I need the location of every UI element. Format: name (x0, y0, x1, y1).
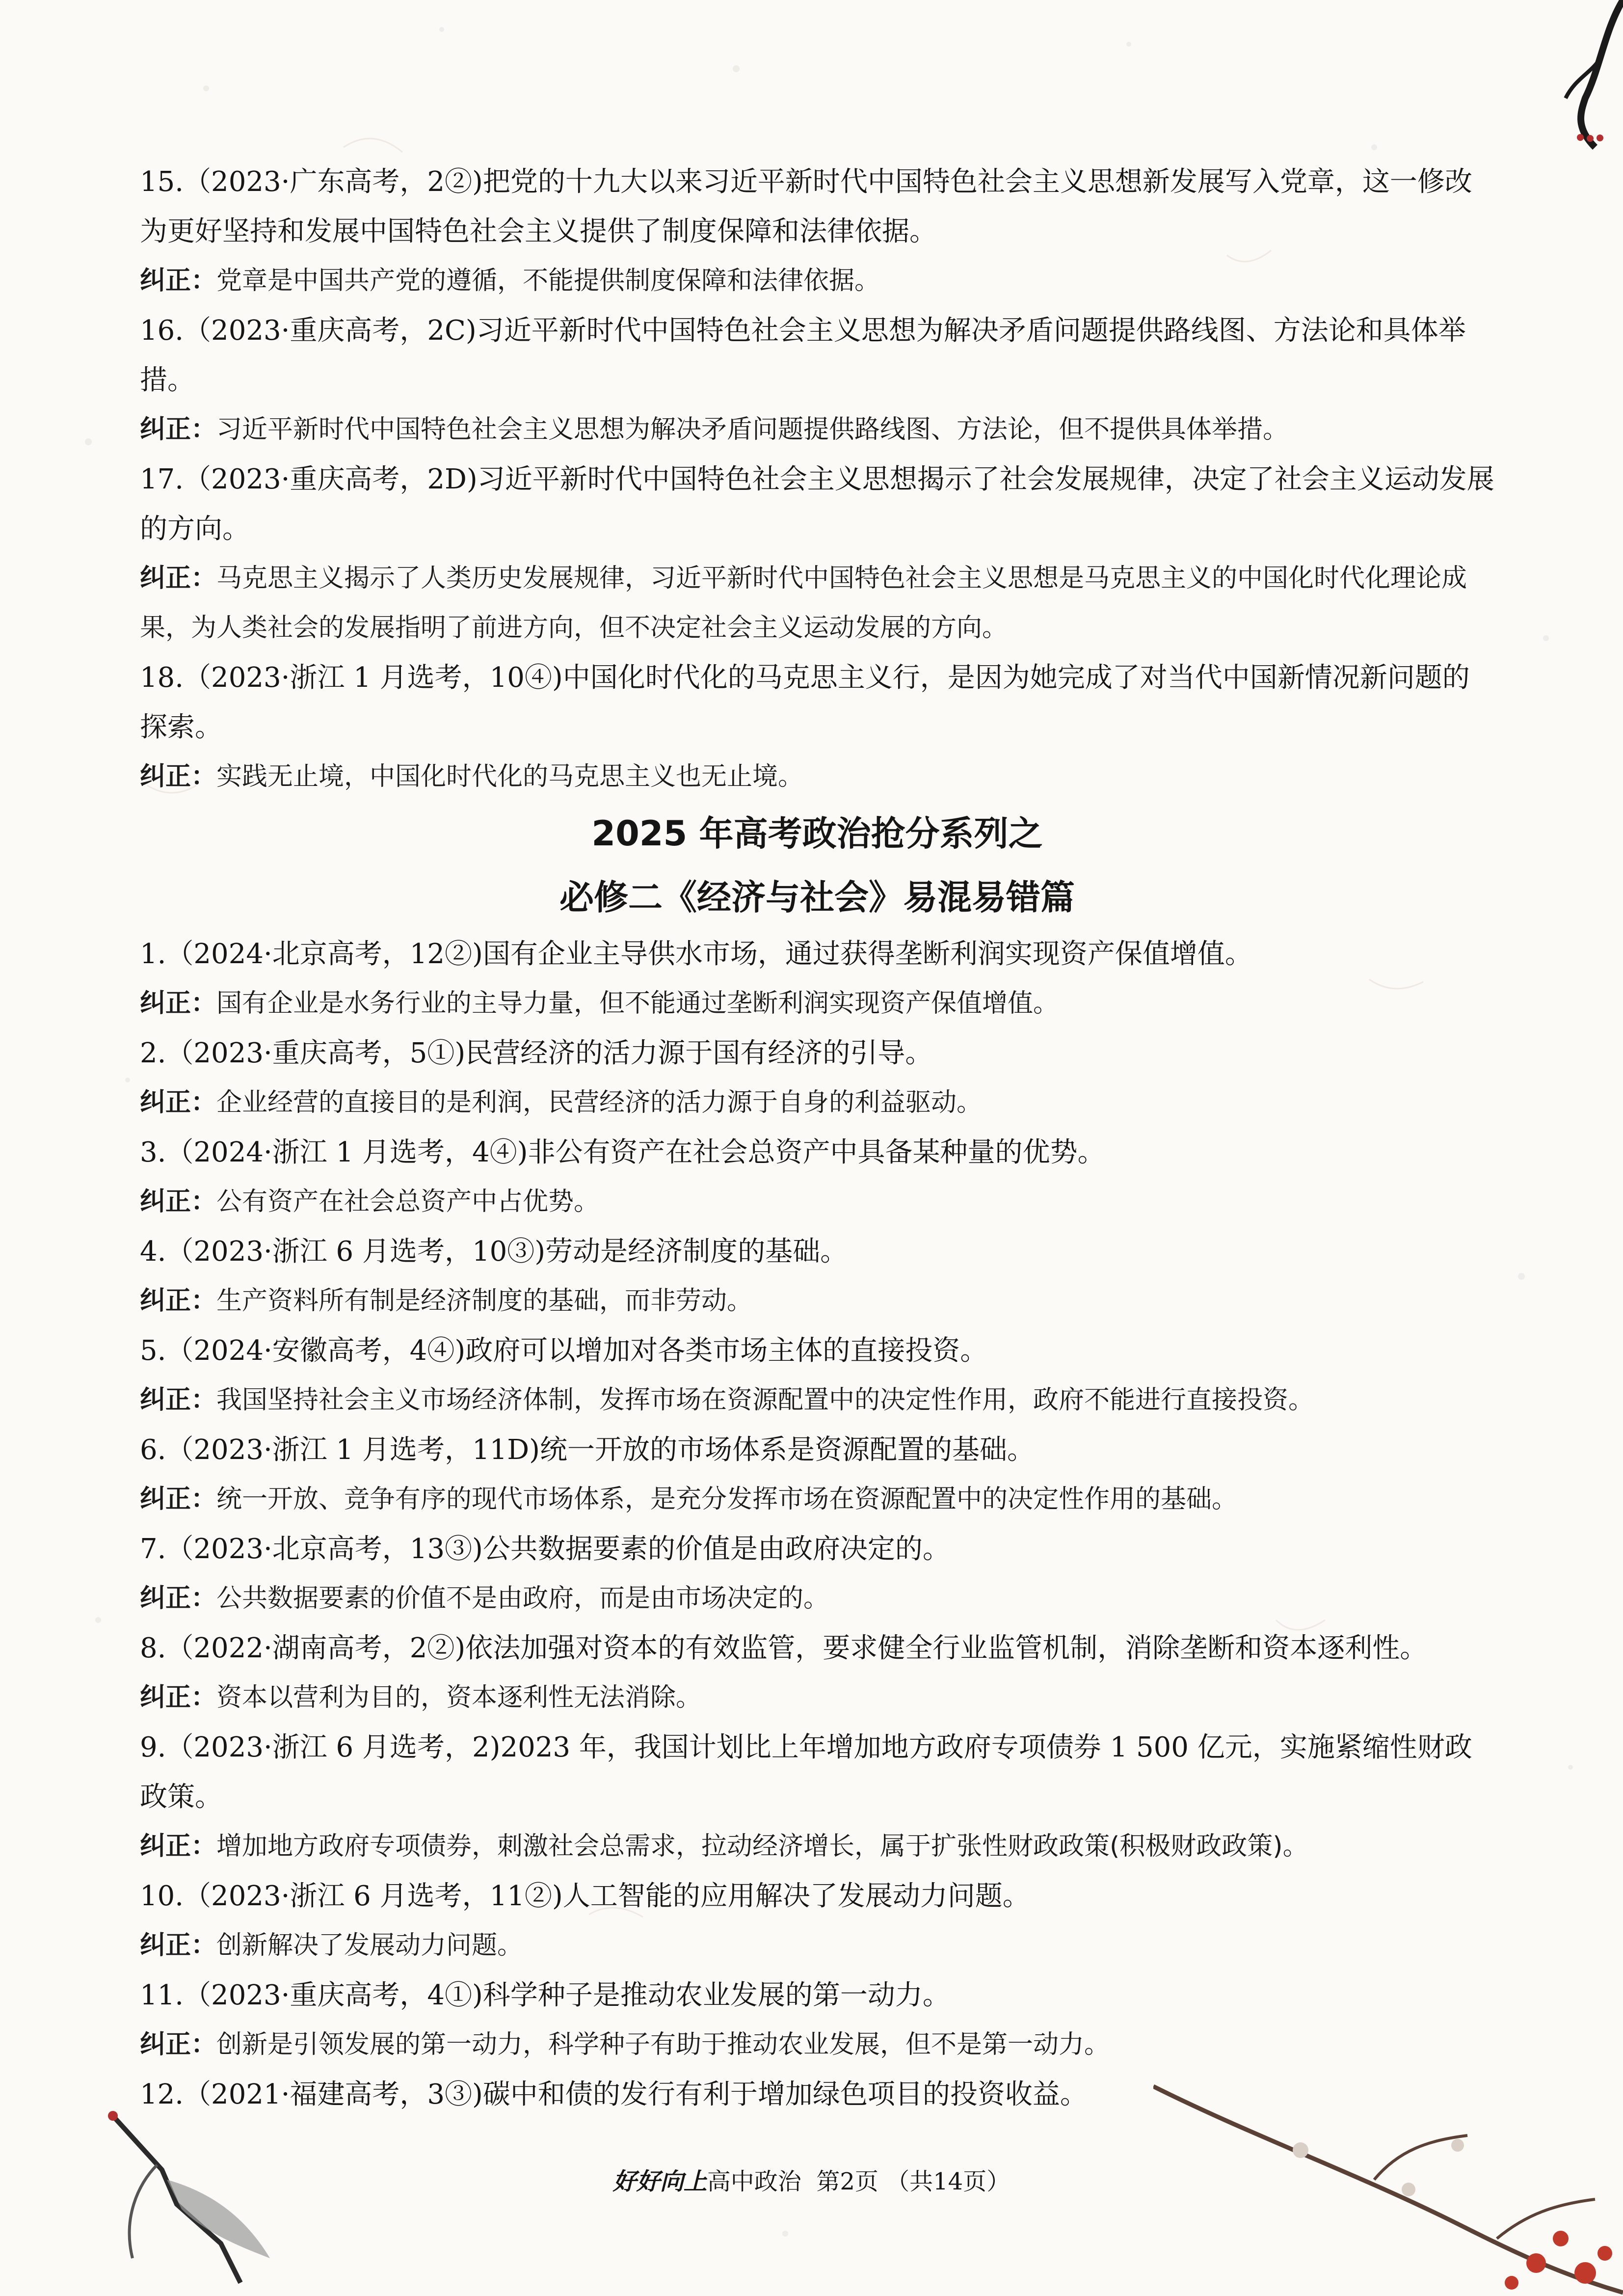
correction-label: 纠正： (140, 1832, 217, 1861)
brand-logo: 好好向上 (612, 2168, 707, 2195)
list-item (140, 1871, 1494, 1971)
correction-body: 统一开放、竞争有序的现代市场体系，是充分发挥市场在资源配置中的决定性作用的基础。 (216, 1485, 1238, 1514)
question-text: 9.（2023·浙江 6 月选考，2)2023 年，我国计划比上年增加地方政府专项债券 1 500 亿元，实施紧缩性财政政策。 (140, 1731, 1472, 1813)
page-total: （共14页） (886, 2168, 1011, 2195)
correction-body: 创新是引领发展的第一动力，科学种子有助于推动农业发展，但不是第一动力。 (216, 2030, 1110, 2059)
correction-label: 纠正： (140, 1385, 217, 1415)
correction-body: 习近平新时代中国特色社会主义思想为解决矛盾问题提供路线图、方法论，但不提供具体举措。 (216, 415, 1289, 444)
question-text: 18.（2023·浙江 1 月选考，10④)中国化时代化的马克思主义行，是因为她完成了对当代中国新情况新问题的探索。 (140, 662, 1470, 743)
question-text: 8.（2022·湖南高考，2②)依法加强对资本的有效监管，要求健全行业监管机制，消除垄断和资本逐利性。 (140, 1632, 1428, 1664)
list-item (140, 1227, 1494, 1326)
correction-label: 纠正： (140, 762, 217, 791)
correction-text (140, 1177, 1494, 1227)
correction-label: 纠正： (140, 266, 217, 296)
correction-body: 增加地方政府专项债券，刺激社会总需求，拉动经济增长，属于扩张性财政政策(积极财政政策)。 (216, 1832, 1308, 1861)
question-text: 2.（2023·重庆高考，5①)民营经济的活力源于国有经济的引导。 (140, 1037, 933, 1069)
correction-text (140, 1376, 1494, 1425)
list-item (140, 157, 1494, 306)
question-text: 7.（2023·北京高考，13③)公共数据要素的价值是由政府决定的。 (140, 1533, 950, 1565)
document-body (140, 157, 1494, 2119)
ink-branch-top-right (1546, 0, 1623, 177)
correction-body: 资本以营利为目的，资本逐利性无法消除。 (216, 1683, 702, 1712)
correction-text (140, 1921, 1494, 1971)
section-title-line1: 2025 年高考政治抢分系列之 (591, 813, 1043, 854)
page-number: 第2页 (816, 2168, 878, 2195)
correction-body: 我国坚持社会主义市场经济体制，发挥市场在资源配置中的决定性作用，政府不能进行直接投资。 (216, 1385, 1314, 1415)
correction-text (140, 752, 1494, 802)
question-text: 6.（2023·浙江 1 月选考，11D)统一开放的市场体系是资源配置的基础。 (140, 1434, 1035, 1466)
correction-label: 纠正： (140, 1187, 217, 1216)
list-item (140, 1128, 1494, 1227)
question-text: 15.（2023·广东高考，2②)把党的十九大以来习近平新时代中国特色社会主义思想新发展写入党章，这一修改为更好坚持和发展中国特色社会主义提供了制度保障和法律依据。 (140, 166, 1472, 247)
correction-text (140, 1276, 1494, 1326)
correction-text (140, 1673, 1494, 1723)
subject-label: 高中政治 (707, 2168, 801, 2195)
correction-body: 党章是中国共产党的遵循，不能提供制度保障和法律依据。 (216, 266, 880, 296)
list-item (140, 306, 1494, 455)
list-item (140, 2070, 1494, 2119)
question-text: 1.（2024·北京高考，12②)国有企业主导供水市场，通过获得垄断利润实现资产保值增值。 (140, 938, 1252, 970)
correction-body: 企业经营的直接目的是利润，民营经济的活力源于自身的利益驱动。 (216, 1088, 983, 1117)
correction-text (140, 1822, 1494, 1871)
question-text: 10.（2023·浙江 6 月选考，11②)人工智能的应用解决了发展动力问题。 (140, 1880, 1030, 1912)
list-item (140, 1623, 1494, 1723)
section-title-line2: 必修二《经济与社会》易混易错篇 (559, 877, 1075, 918)
correction-label: 纠正： (140, 989, 217, 1018)
list-item (140, 1028, 1494, 1128)
correction-body: 创新解决了发展动力问题。 (216, 1931, 523, 1960)
question-text: 17.（2023·重庆高考，2D)习近平新时代中国特色社会主义思想揭示了社会发展规律，决定了社会主义运动发展的方向。 (140, 463, 1494, 545)
correction-label: 纠正： (140, 1931, 217, 1960)
page-footer (0, 2162, 1623, 2196)
correction-text (140, 405, 1494, 455)
question-text: 3.（2024·浙江 1 月选考，4④)非公有资产在社会总资产中具备某种量的优势。 (140, 1136, 1105, 1168)
correction-label: 纠正： (140, 1286, 217, 1316)
correction-label: 纠正： (140, 1088, 217, 1117)
question-text: 4.（2023·浙江 6 月选考，10③)劳动是经济制度的基础。 (140, 1236, 848, 1268)
correction-text (140, 554, 1494, 653)
list-item (140, 1425, 1494, 1524)
question-text: 12.（2021·福建高考，3③)碳中和债的发行有利于增加绿色项目的投资收益。 (140, 2079, 1088, 2110)
correction-label: 纠正： (140, 1485, 217, 1514)
list-item (140, 1971, 1494, 2070)
correction-body: 公共数据要素的价值不是由政府，而是由市场决定的。 (216, 1584, 829, 1613)
correction-body: 实践无止境，中国化时代化的马克思主义也无止境。 (216, 762, 804, 791)
corrections-list (140, 929, 1494, 2119)
correction-body: 马克思主义揭示了人类历史发展规律，习近平新时代中国特色社会主义思想是马克思主义的中国化时代化理论成果，为人类社会的发展指明了前进方向，但不决定社会主义运动发展的方向。 (140, 564, 1467, 643)
correction-text (140, 1078, 1494, 1128)
correction-label: 纠正： (140, 2030, 217, 2059)
correction-body: 生产资料所有制是经济制度的基础，而非劳动。 (216, 1286, 753, 1316)
list-item (140, 1723, 1494, 1871)
correction-text (140, 1475, 1494, 1524)
question-text: 16.（2023·重庆高考，2C)习近平新时代中国特色社会主义思想为解决矛盾问题提供路线图、方法论和具体举措。 (140, 315, 1466, 396)
question-text: 5.（2024·安徽高考，4④)政府可以增加对各类市场主体的直接投资。 (140, 1335, 988, 1367)
question-text: 11.（2023·重庆高考，4①)科学种子是推动农业发展的第一动力。 (140, 1979, 950, 2011)
correction-body: 公有资产在社会总资产中占优势。 (216, 1187, 600, 1216)
correction-text (140, 2020, 1494, 2070)
list-item (140, 929, 1494, 1028)
correction-text (140, 1574, 1494, 1623)
correction-label: 纠正： (140, 1584, 217, 1613)
correction-body: 国有企业是水务行业的主导力量，但不能通过垄断利润实现资产保值增值。 (216, 989, 1059, 1018)
correction-label: 纠正： (140, 415, 217, 444)
list-item (140, 1326, 1494, 1425)
list-item (140, 1524, 1494, 1623)
correction-label: 纠正： (140, 564, 217, 593)
correction-text (140, 256, 1494, 306)
list-item (140, 455, 1494, 653)
list-item (140, 653, 1494, 802)
corrections-previous (140, 157, 1494, 802)
correction-text (140, 979, 1494, 1028)
correction-label: 纠正： (140, 1683, 217, 1712)
